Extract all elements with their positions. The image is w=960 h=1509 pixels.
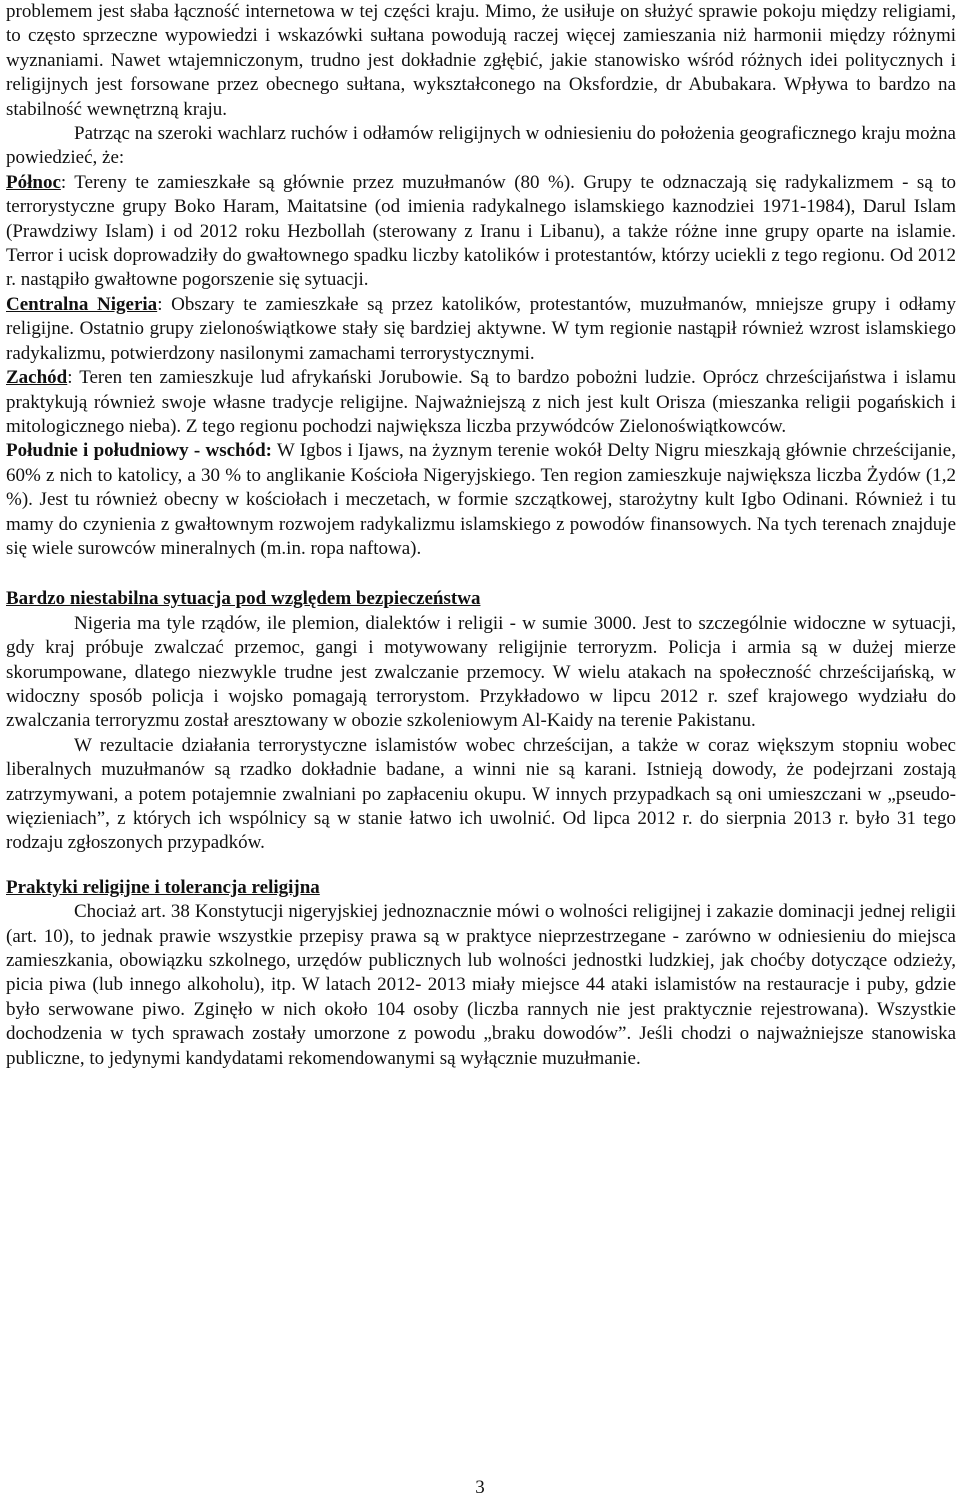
- section-spacer: [6, 561, 956, 587]
- region-central: [6, 293, 956, 366]
- region-central-separator: :: [157, 293, 163, 315]
- region-central-text: Obszary te zamieszkałe są przez katolików, protestantów, muzułmanów, mniejsze grupy i odłamy religijne. Ostatnio grupy zielonoświątkowe stały się bardziej aktywne. W tym regionie nastąpił również wzrost islamskiego radykalizmu, potwierdzony nasilonymi zamachami terrorystycznymi.: [6, 293, 956, 364]
- region-north-text: Tereny te zamieszkałe są głównie przez muzułmanów (80 %). Grupy te odznaczają się radykalizmem - są to terrorystyczne grupy Boko Haram, Maitatsine (od imienia radykalnego islamskiego kaznodziei 1971-1984), Darul Islam (Prawdziwy Islam) i od 2012 roku Hezbollah (sterowany z Iranu i Libanu), a także różne inne grupy oparte na islamie. Terror i ucisk doprowadziły do gwałtownego spadku liczby katolików i protestantów, którzy uciekli z tego regionu. Od 2012 r. nastąpiło gwałtowne pogorszenie się sytuacji.: [6, 171, 956, 291]
- region-central-label: Centralna Nigeria: [6, 293, 158, 315]
- practice-paragraph-1: Chociaż art. 38 Konstytucji nigeryjskiej jednoznacznie mówi o wolności religijnej i zakazie dominacji jednej religii (art. 10), to jednak prawie wszystkie przepisy prawa są w praktyce nieprzestrzegane - zarówno w odniesieniu do miejsca zamieszkania, obowiązku szkolnego, urzędów publicznych lub wolności jednostki ludzkiej, jak choćby dotyczące odzieży, picia piwa (lub innego alkoholu), itp. W latach 2012- 2013 miały miejsce 44 ataki islamistów na restauracje i puby, gdzie było serwowane piwo. Zginęło w nich około 104 osoby (liczba rannych nie jest praktycznie rejestrowana). Wszystkie dochodzenia w tych sprawach zostały umorzone z powodu „braku dowodów”. Jeśli chodzi o najważniejsze stanowiska publiczne, to jedynymi kandydatami rekomendowanymi są wyłącznie muzułmanie.: [6, 901, 956, 1069]
- security-paragraph-1: Nigeria ma tyle rządów, ile plemion, dialektów i religii - w sumie 3000. Jest to szczególnie widoczne w sytuacji, gdy kraj próbuje zwalczać przemoc, gangi i motywowany religijnie terroryzm. Policja i armia są w dużej mierze skorumpowane, dlatego niezwykle trudne jest zwalczanie przemocy. W wielu atakach na społeczność chrześcijańską, w widoczny sposób policja i wojsko pomagają terrorystom. Przykładowo w lipcu 2012 r. szef krajowego wydziału do zwalczania terroryzmu został aresztowany w obozie szkoleniowym Al-Kaidy na terenie Pakistanu.: [6, 612, 956, 732]
- region-west-text: Teren ten zamieszkuje lud afrykański Jorubowie. Są to bardzo pobożni ludzie. Oprócz chrześcijaństwa i islamu praktykują również swoje własne tradycje religijne. Najważniejszą z nich jest kult Orisza (mieszanka religii pogańskich i mitologicznego nieba). Z tego regionu pochodzi największa liczba przywódców Zielonoświątkowców.: [6, 367, 956, 437]
- intro-paragraph-geography: Patrząc na szeroki wachlarz ruchów i odłamów religijnych w odniesieniu do położenia geograficznego kraju można powiedzieć, że:: [6, 123, 956, 169]
- document-page: [6, 0, 956, 1071]
- section-heading-security: Bardzo niestabilna sytuacja pod względem bezpieczeństwa: [6, 588, 481, 610]
- region-south: [6, 439, 956, 561]
- region-north: [6, 171, 956, 293]
- section-heading-practice: Praktyki religijne i tolerancja religijna: [6, 876, 320, 898]
- region-west-separator: :: [67, 367, 73, 389]
- region-west: [6, 366, 956, 439]
- section-spacer: [6, 856, 956, 876]
- region-south-text: W Igbos i Ijaws, na żyznym terenie wokół Delty Nigru mieszkają głównie chrześcijanie, 60% z nich to katolicy, a 30 % to anglikanie Kościoła Nigeryjskiego. Ten region zamieszkuje największa liczba Żydów (1,2 %). Jest tu również obecny w kościołach i meczetach, w formie szczątkowej, starożytny kult Igbo Odinani. Również i tu mamy do czynienia z gwałtownym rozwojem radykalizmu islamskiego z powodów finansowych. Na tych terenach znajduje się wiele surowców mineralnych (m.in. ropa naftowa).: [6, 440, 956, 559]
- region-north-separator: :: [60, 171, 67, 193]
- intro-paragraph: problemem jest słaba łączność internetowa w tej części kraju. Mimo, że usiłuje on służyć sprawie pokoju między religiami, to często sprzeczne wypowiedzi i wskazówki sułtana powodują raczej więcej zamieszania niż harmonii między różnymi wyznaniami. Nawet wtajemniczonym, trudno jest dokładnie zgłębić, jakie stanowisko wśród różnych idei politycznych i religijnych jest forsowane przez obecnego sułtana, wykształconego na Oksfordzie, dr Abubakara. Wpływa to bardzo na stabilność wewnętrzną kraju.: [6, 1, 956, 120]
- page-number: 3: [475, 1477, 485, 1498]
- security-paragraph-2: W rezultacie działania terrorystyczne islamistów wobec chrześcijan, a także w coraz większym stopniu wobec liberalnych muzułmanów są rzadko dokładnie badane, a winni nie są karani. Istnieją dowody, że podejrzani zostają zatrzymywani, a potem potajemnie zwalniani po zapłaceniu okupu. W innych przypadkach są oni umieszczani w „pseudo-więzieniach”, z których ich wspólnicy są w stanie łatwo ich uwolnić. Od lipca 2012 r. do sierpnia 2013 r. było 31 tego rodzaju zgłoszonych przypadków.: [6, 734, 956, 854]
- region-south-label: Południe i południowy - wschód:: [6, 440, 273, 462]
- region-west-label: Zachód: [6, 367, 68, 389]
- region-north-label: Północ: [6, 171, 61, 193]
